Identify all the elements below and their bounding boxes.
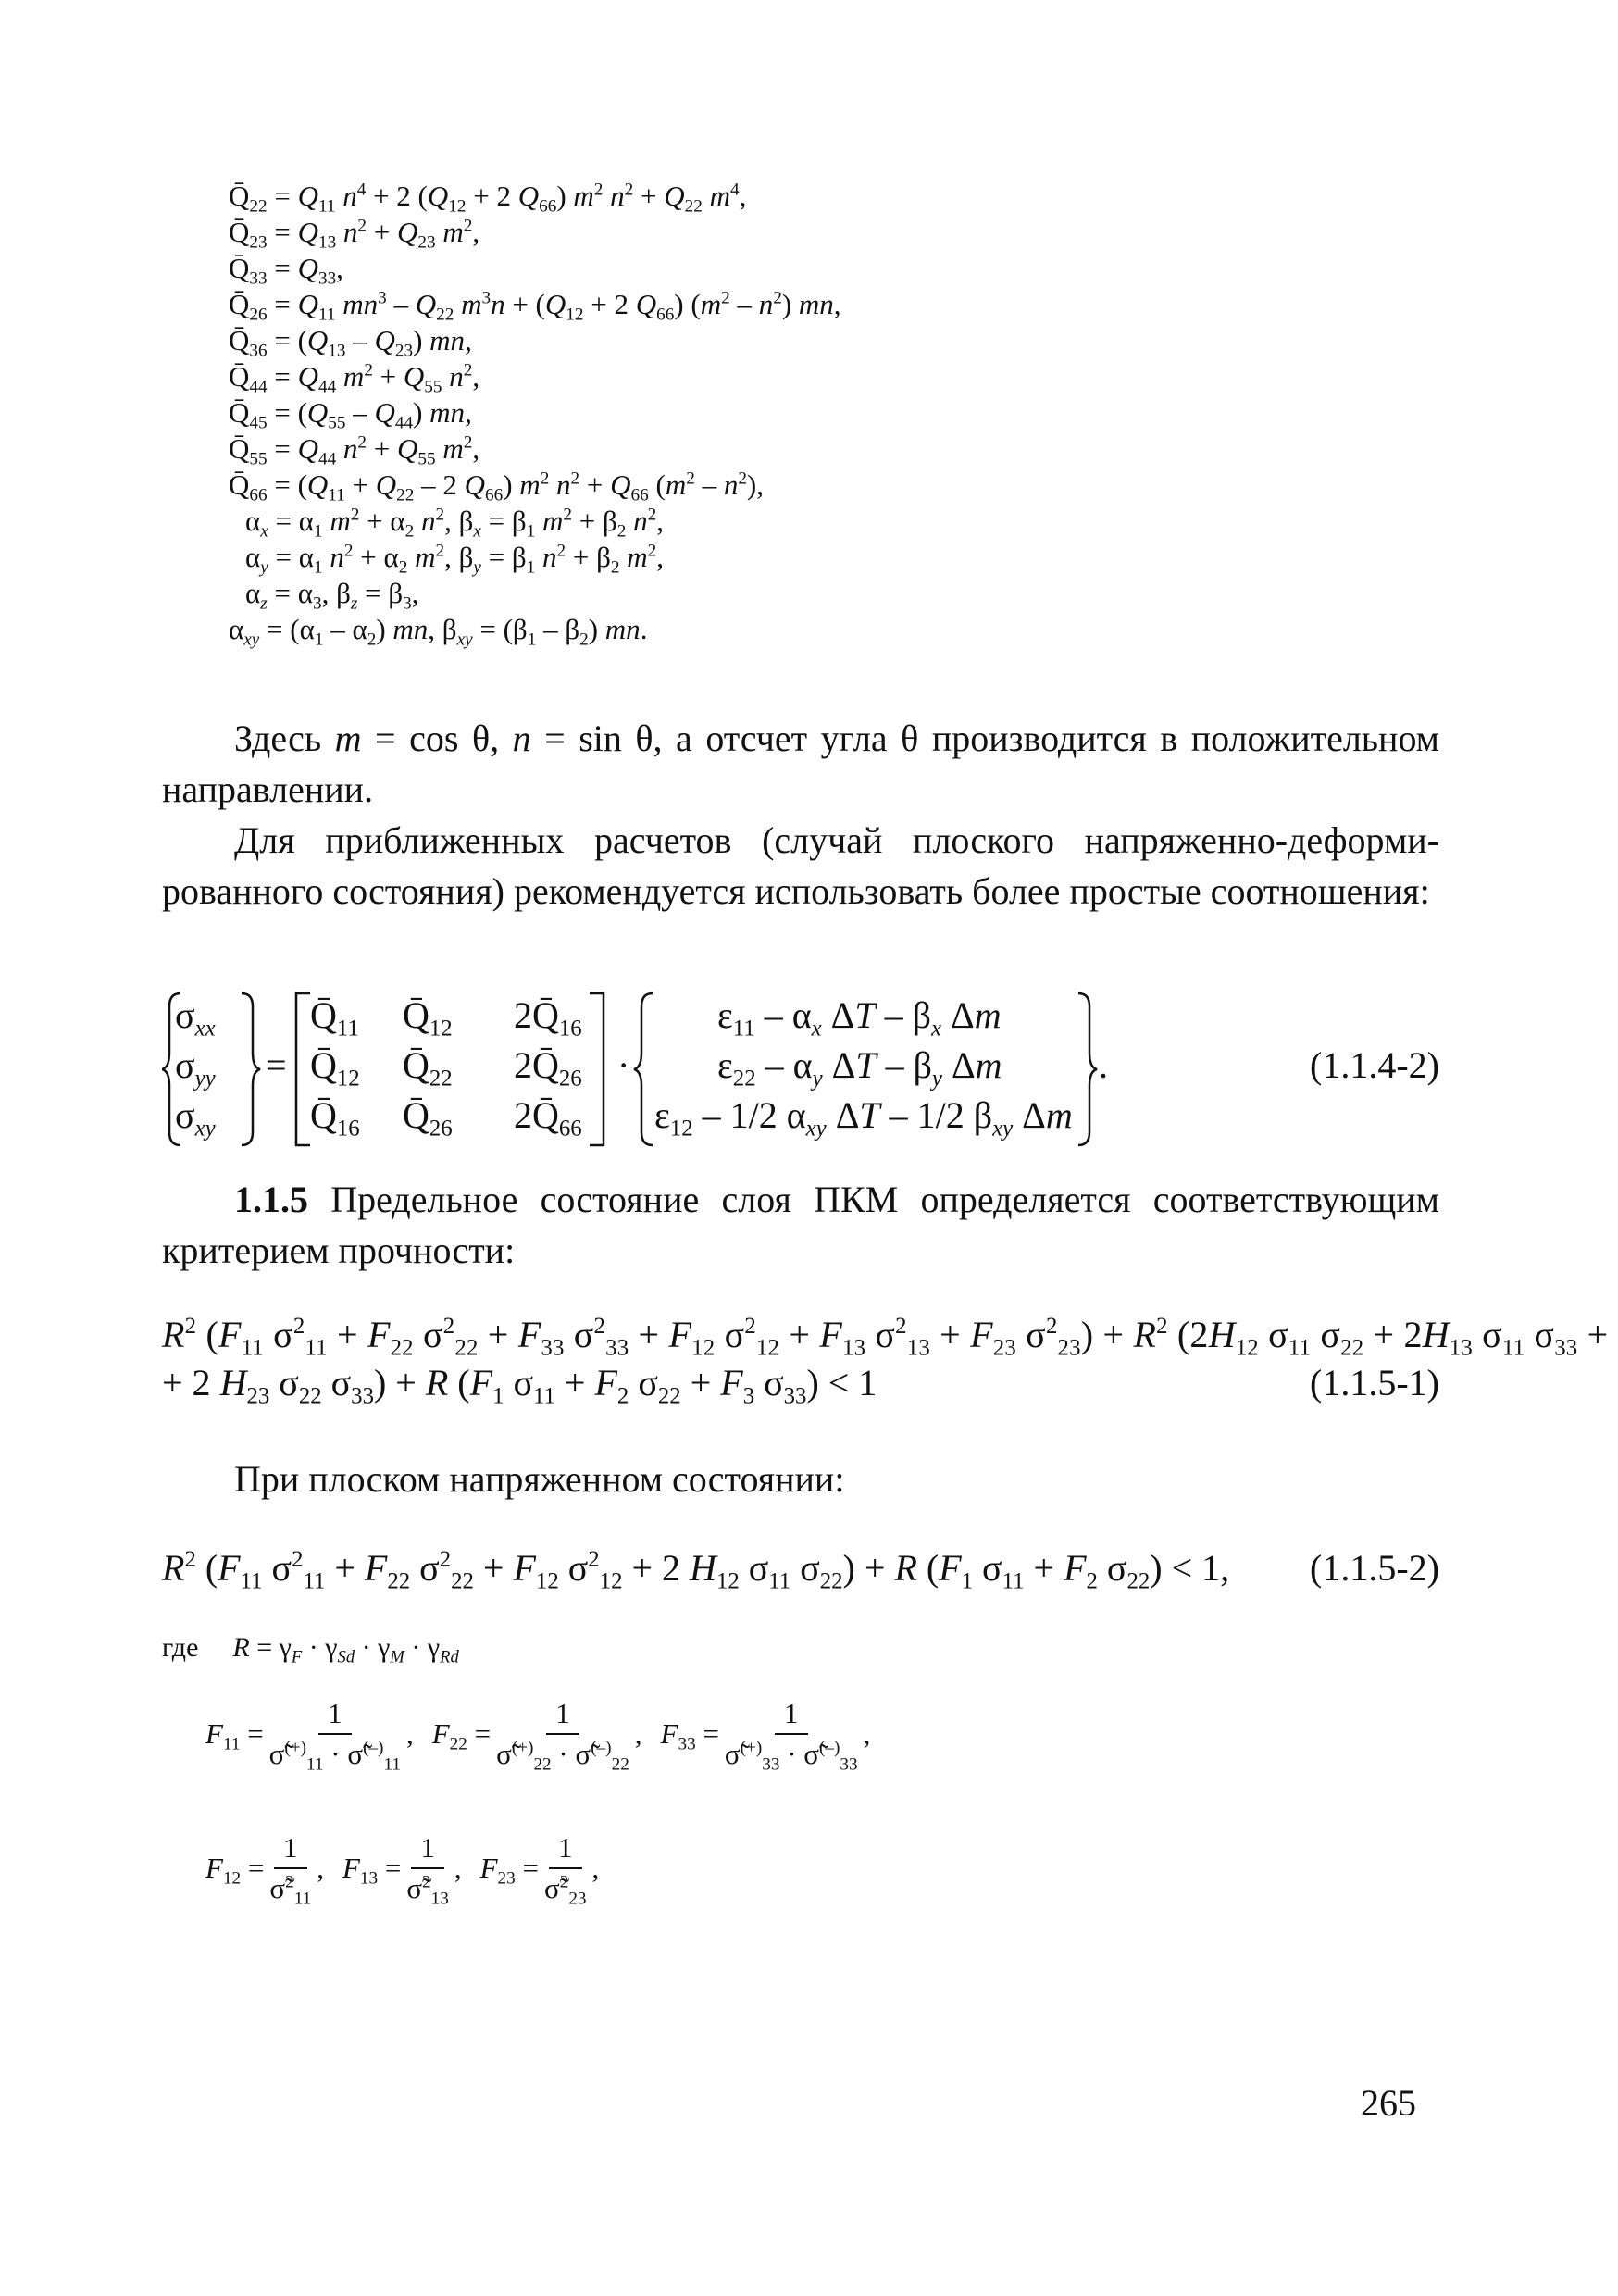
equation-line: $Q̄_{55} = Q_{44}$ $n^2 + Q_{55}$ $m^2$, <box>229 432 480 469</box>
matrix-cell: $Q̄_{11}$ <box>310 994 359 1042</box>
section-1-1-5 <box>162 1174 1439 1276</box>
section-paragraph <box>162 1174 1439 1276</box>
reliability-formula: $R = \gamma_F \cdot \gamma_{Sd} \cdot \gamma_M \cdot \gamma_{Rd}$ <box>232 1632 459 1667</box>
coefficient-lhs: $F_{12}$ = <box>205 1852 265 1889</box>
paragraph-plane-stress <box>162 1454 1439 1504</box>
matrix-cell: $Q̄_{22}$ <box>403 1044 453 1092</box>
equation-line: $\alpha_y = \alpha_1$ $n^2 + \alpha_2$ $m^2$, $\beta_y = \beta_1$ $n^2 + \beta_2$ $m^2$, <box>245 541 664 578</box>
fraction-numerator: 1 <box>274 1828 307 1869</box>
equation-line: $Q̄_{33} = Q_{33}$, <box>229 252 343 289</box>
vector-cell: $\varepsilon_{12} - 1/2$ $\alpha_{xy}$ ΔT – 1/2 $\beta_{xy}$ Δm <box>654 1094 1073 1142</box>
equation-1-1-5-1 <box>162 1313 1609 1415</box>
coefficient-lhs: $F_{11}$ = <box>205 1717 264 1754</box>
equation-list <box>229 178 1062 650</box>
matrix-equation <box>162 986 1439 1153</box>
equation-line: $Q̄_{36} = (Q_{13} - Q_{23})$ mn, <box>229 324 472 361</box>
equation-line: $Q̄_{22} = Q_{11}$ $n^4 + 2$ ($Q_{12} + 2$ $Q_{66}$) $m^2$ $n^2 + Q_{22}$ $m^4$, <box>229 180 747 217</box>
matrix-cell: $\sigma_{yy}$ <box>175 1044 216 1092</box>
fraction-denominator: σ̃$^2_{23}$ <box>543 1872 587 1909</box>
coefficient-formula <box>432 1694 642 1774</box>
matrix-cell: $Q̄_{26}$ <box>403 1094 453 1142</box>
page-number: 265 <box>1361 2082 1416 2124</box>
fraction-denominator: $\sigmã^{(+)}_{22}$ · $\sigmã^{(-)}_{22}$ <box>496 1738 629 1775</box>
vector-cell: $\varepsilon_{22} - \alpha_y$ ΔT – $\beta_y$ Δm <box>717 1044 1002 1092</box>
equation-line: $Q̄_{44} = Q_{44}$ $m^2 + Q_{55}$ $n^2$, <box>229 360 480 397</box>
comma: , <box>454 1852 462 1884</box>
period: . <box>1099 1044 1108 1086</box>
coefficient-formula <box>480 1828 600 1908</box>
equation-line: $\alpha_z = \alpha_3$, $\beta_z = \beta_3$, <box>245 577 419 614</box>
equation-body: $R^2$ ($F_{11}$ $\sigma^2_{11} + F_{22}$ $\sigma^2_{22} + F_{12}$ $\sigma^2_{12} + 2$ $H_{12}$ $\sigma_{11}$ $\sigma_{22}) + R$ ($F_1$ $\sigma_{11} + F_2$ $\sigma_{22}) < 1$, <box>162 1547 1230 1594</box>
equation-line: $\alpha_x = \alpha_1$ $m^2 + \alpha_2$ $n^2$, $\beta_x = \beta_1$ $m^2 + \beta_2$ $n^2$, <box>245 505 664 542</box>
fraction <box>544 1828 587 1908</box>
coefficient-lhs: $F_{13}$ = <box>342 1852 402 1889</box>
fraction <box>269 1694 401 1774</box>
comma: , <box>634 1717 642 1750</box>
comma: , <box>591 1852 600 1884</box>
coefficient-lhs: $F_{33}$ = <box>660 1717 719 1754</box>
coefficients-row-1 <box>205 1694 889 1774</box>
equation-line-1: $R^2$ ($F_{11}$ $\sigma^2_{11} + F_{22}$ $\sigma^2_{22} + F_{33}$ $\sigma^2_{33} + F_{12}$ $\sigma^2_{12} + F_{13}$ $\sigma^2_{13} + F_{23}$ $\sigma^2_{23}) + R^2$ ($2H_{12}$ $\sigma_{11}$ $\sigma_{22} + 2H_{13}$ $\sigma_{11}$ $\sigma_{33}$ + <box>162 1314 1609 1361</box>
comma: , <box>317 1852 324 1884</box>
coefficients-row-2 <box>205 1828 617 1908</box>
equation-number: (1.1.5-1) <box>1310 1362 1439 1404</box>
equation-1-1-5-2 <box>162 1546 1439 1602</box>
fraction-numerator: 1 <box>411 1828 444 1869</box>
paragraph-text: При плоском напряженном состоянии: <box>234 1458 845 1500</box>
coefficient-formula <box>342 1828 462 1908</box>
coefficient-lhs: $F_{23}$ = <box>479 1852 539 1889</box>
vector-cell: $\varepsilon_{11} - \alpha_x$ ΔT – $\beta_x$ Δm <box>717 994 1002 1042</box>
coefficient-formula <box>205 1828 324 1908</box>
matrix-cell: $2Q̄_{66}$ <box>514 1094 582 1142</box>
dot-operator: · <box>617 1044 630 1086</box>
fraction <box>406 1828 449 1908</box>
matrix-cell: $2Q̄_{16}$ <box>514 994 582 1042</box>
equation-line: $\alpha_{xy} = (\alpha_1 - \alpha_2)$ mn, $\beta_{xy} = (\beta_1 - \beta_2)$ mn. <box>229 613 648 650</box>
comma: , <box>863 1717 871 1750</box>
fraction <box>725 1694 858 1774</box>
equation-line-2: + 2 $H_{23}$ $\sigma_{22}$ $\sigma_{33}) + R$ ($F_1$ $\sigma_{11} + F_2$ $\sigma_{22} + F_3$ $\sigma_{33}) < 1$ <box>162 1362 877 1409</box>
matrix-cell: $\sigma_{xx}$ <box>175 994 216 1042</box>
paragraph-approx <box>162 815 1439 917</box>
matrix-cell: $Q̄_{12}$ <box>310 1044 360 1092</box>
where-word: где <box>162 1632 199 1663</box>
equation-line: $Q̄_{23} = Q_{13}$ $n^2 + Q_{23}$ $m^2$, <box>229 216 480 253</box>
matrix-cell: $\sigma_{xy}$ <box>175 1094 216 1142</box>
where-clause <box>162 1632 459 1667</box>
equation-number: (1.1.4-2) <box>1310 1044 1439 1086</box>
fraction-denominator: σ̃$^2_{13}$ <box>406 1872 449 1909</box>
equals-sign: = <box>266 1044 287 1086</box>
fraction-numerator: 1 <box>318 1694 352 1735</box>
fraction-denominator: $\sigmã^{(+)}_{11}$ · $\sigmã^{(-)}_{11}$ <box>268 1738 401 1775</box>
equation-line: $Q̄_{45} = (Q_{55} - Q_{44})$ mn, <box>229 396 472 433</box>
coefficient-formula <box>205 1694 414 1774</box>
coefficient-lhs: $F_{22}$ = <box>431 1717 492 1754</box>
fraction <box>496 1694 629 1774</box>
equation-line: $Q̄_{66} = (Q_{11} + Q_{22} - 2$ $Q_{66}$) $m^2$ $n^2 + Q_{66}$ $(m^2 - n^2)$, <box>229 468 764 505</box>
section-text: Предельное состояние слоя ПКМ определяется соответствующим критерием прочности: <box>162 1179 1439 1271</box>
section-number: 1.1.5 <box>234 1179 308 1220</box>
fraction-numerator: 1 <box>549 1828 582 1869</box>
equation-line: $Q̄_{26} = Q_{11}$ $mn^3 - Q_{22}$ $m^3n + (Q_{12} + 2$ $Q_{66}$) $(m^2 - n^2)$ mn, <box>229 288 841 325</box>
matrix-cell: $Q̄_{12}$ <box>403 994 453 1042</box>
matrix-cell: $Q̄_{16}$ <box>310 1094 360 1142</box>
paragraph-text: Для приближенных расчетов (случай плоского напряженно-деформированного состояния) рекомендуется использовать более простые соотношения: <box>162 819 1439 912</box>
fraction-numerator: 1 <box>546 1694 579 1735</box>
coefficient-formula <box>661 1694 871 1774</box>
fraction-numerator: 1 <box>775 1694 808 1735</box>
paragraph-text: Здесь m = cos θ, n = sin θ, а отсчет угла θ производится в положительном направлении. <box>162 718 1439 810</box>
comma: , <box>405 1717 414 1750</box>
fraction-denominator: $\sigmã^{(+)}_{33}$ · $\sigmã^{(-)}_{33}$ <box>724 1738 858 1775</box>
matrix-cell: $2Q̄_{26}$ <box>514 1044 582 1092</box>
fraction-denominator: σ̃$^2_{11}$ <box>269 1872 312 1909</box>
paragraph-definitions <box>162 713 1439 815</box>
equation-number: (1.1.5-2) <box>1310 1547 1439 1589</box>
fraction <box>269 1828 311 1908</box>
